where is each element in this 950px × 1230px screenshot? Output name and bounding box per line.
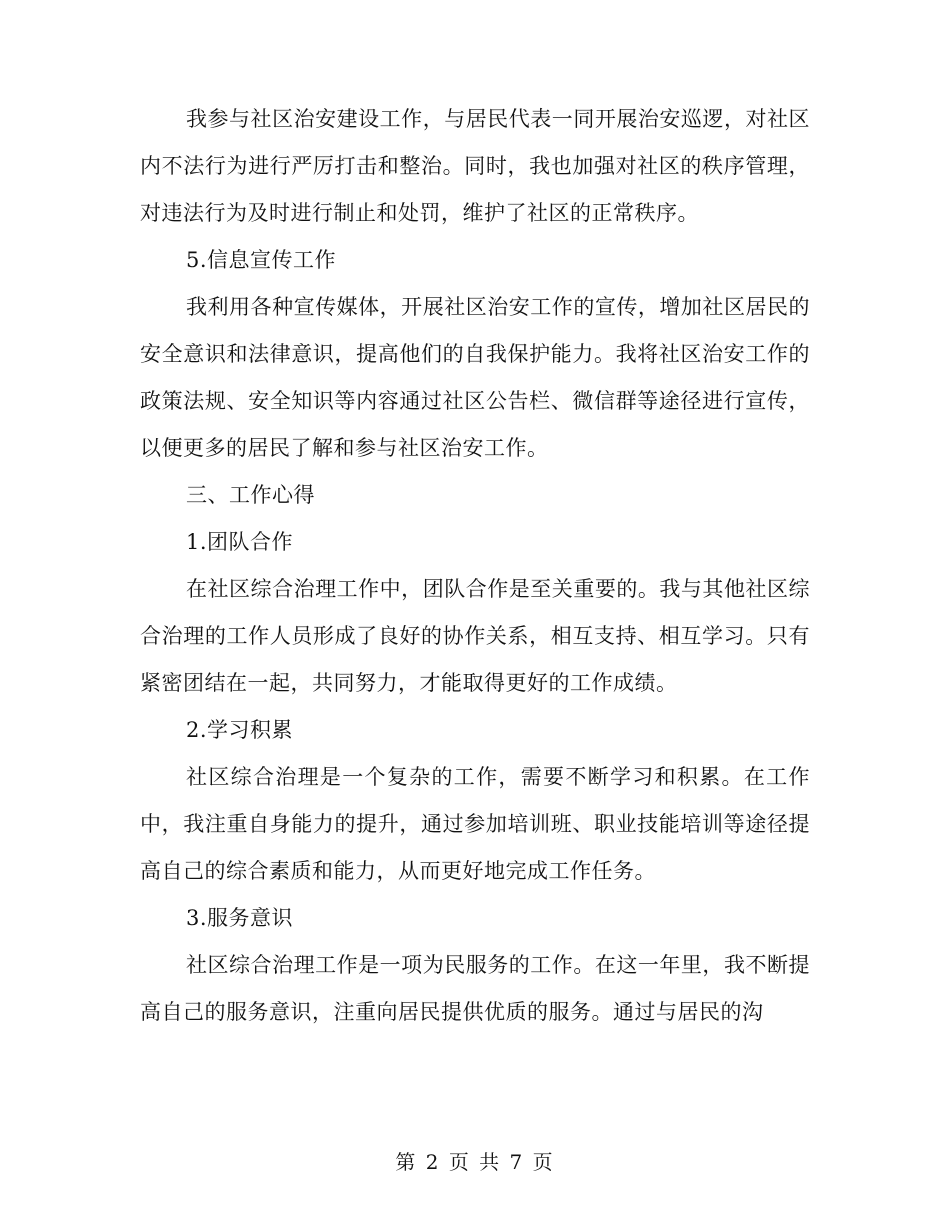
paragraph-info-publicity: 我利用各种宣传媒体，开展社区治安工作的宣传，增加社区居民的安全意识和法律意识，提高他们的自我保护能力。我将社区治安工作的政策法规、安全知识等内容通过社区公告栏、微信群等途径进行宣传，以便更多的居民了解和参与社区治安工作。 (140, 295, 810, 460)
heading-info-publicity: 5.信息宣传工作 (186, 248, 337, 272)
heading-service: 3.服务意识 (186, 906, 294, 930)
heading-learning: 2.学习积累 (186, 718, 294, 742)
section-heading-work-insights: 三、工作心得 (186, 483, 315, 507)
paragraph-security-patrol: 我参与社区治安建设工作，与居民代表一同开展治安巡逻，对社区内不法行为进行严厉打击和整治。同时，我也加强对社区的秩序管理，对违法行为及时进行制止和处罚，维护了社区的正常秩序。 (140, 107, 810, 225)
paragraph-learning: 社区综合治理是一个复杂的工作，需要不断学习和积累。在工作中，我注重自身能力的提升，通过参加培训班、职业技能培训等途径提高自己的综合素质和能力，从而更好地完成工作任务。 (140, 765, 810, 883)
document-body (140, 96, 810, 1036)
paragraph-teamwork: 在社区综合治理工作中，团队合作是至关重要的。我与其他社区综合治理的工作人员形成了良好的协作关系，相互支持、相互学习。只有紧密团结在一起，共同努力，才能取得更好的工作成绩。 (140, 577, 810, 695)
paragraph-service: 社区综合治理工作是一项为民服务的工作。在这一年里，我不断提高自己的服务意识，注重向居民提供优质的服务。通过与居民的沟 (140, 953, 810, 1024)
page-number-footer: 第 2 页 共 7 页 (395, 1150, 555, 1174)
heading-teamwork: 1.团队合作 (186, 530, 294, 554)
